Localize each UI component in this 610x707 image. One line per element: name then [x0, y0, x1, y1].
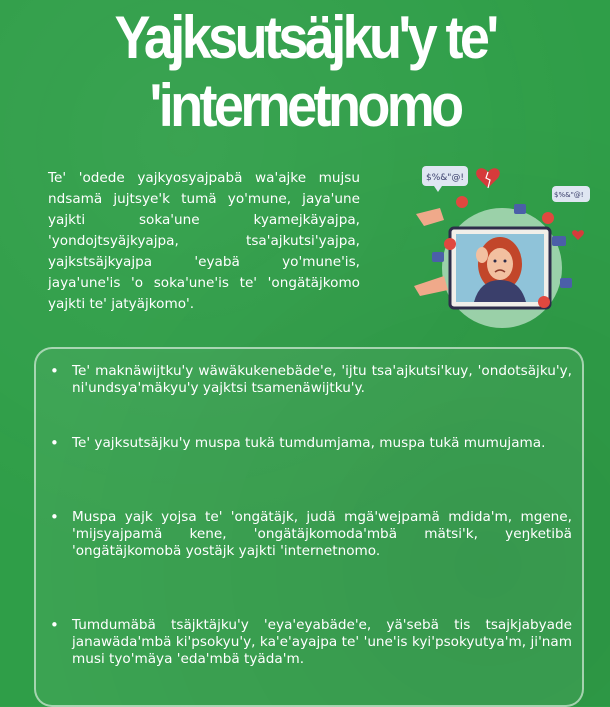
svg-text:$%&"@!: $%&"@! — [426, 173, 465, 183]
bullet-text: Muspa yajk yojsa te' 'ongätäjk, judä mgä'wejpamä mdida'm, mgene, 'mijsyajpamä kene, 'ongätäjkomoda'mbä mätsi'k, yeŋketibä 'ongätäjkomobä yostäjk yajkti 'internetnomo. — [72, 509, 572, 559]
bullet-text: Tumdumäbä tsäjktäjku'y 'eya'eyabäde'e, yä'sebä tis tsajkjabyade janawäda'mbä ki'psokyu'y, ka'e'ayajpa te' 'une'is kyi'psokyutya'm, ji'nam musi tyo'mäya 'eda'mbä tyäda'm. — [72, 617, 572, 667]
cyberbullying-illustration — [410, 160, 590, 330]
bullet-item — [50, 508, 572, 560]
bullet-item — [50, 616, 572, 668]
svg-text:$%&"@!: $%&"@! — [554, 191, 584, 199]
bullet-text: Te' maknäwijtku'y wäwäkukenebäde'e, 'ijtu tsa'ajkutsi'kuy, 'ondotsäjku'y, ni'undsya'mäkyu'y yajktsi tsamenäwijtku'y. — [72, 363, 572, 396]
page-title — [0, 4, 610, 139]
bullet-dot-icon: • — [50, 616, 59, 634]
bullet-item — [50, 362, 572, 397]
intro-paragraph: Te' 'odede yajkyosyajpabä wa'ajke mujsu ndsamä jujtsye'k tumä yo'mune, jaya'une yajkti soka'une kyamejkäyajpa, 'yondojtsyäjkyajpa, tsa'ajkutsi'yajpa, yajkstsäjkyajpa 'eyabä yo'mune'is, jaya'une'is 'o soka'une'is te' 'ongätäjkomo yajkti te' jatyäjkomo'. — [48, 170, 360, 312]
bullet-dot-icon: • — [50, 508, 59, 526]
bullet-dot-icon: • — [50, 362, 59, 380]
bullet-item — [50, 434, 572, 452]
info-panel — [34, 347, 584, 707]
bullet-dot-icon: • — [50, 434, 59, 452]
title-line-2: 'internetnomo — [149, 72, 461, 139]
bullet-text: Te' yajksutsäjku'y muspa tukä tumdumjama, muspa tukä mumujama. — [72, 435, 546, 451]
title-line-1: Yajksutsäjku'y te' — [114, 4, 496, 71]
